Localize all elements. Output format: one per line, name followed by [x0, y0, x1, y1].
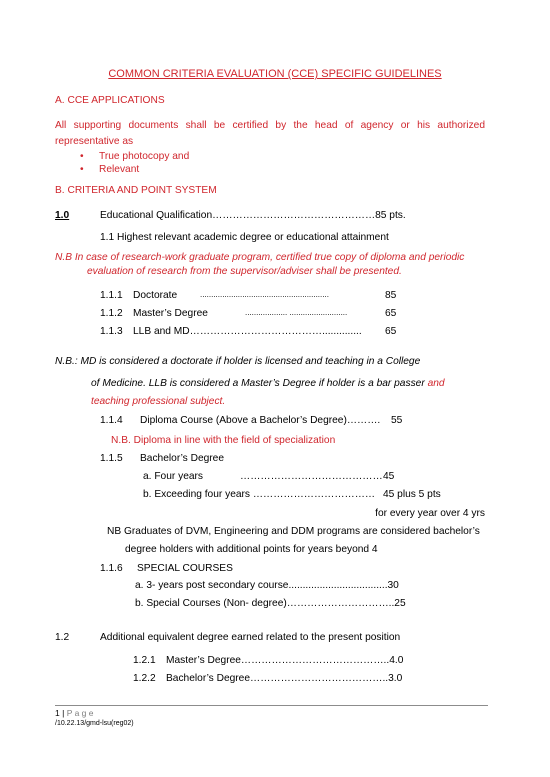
nb-diploma: N.B. Diploma in line with the field of specialization — [111, 435, 336, 446]
bullet-icon: • — [80, 164, 84, 175]
item-1-2-number: 1.2 — [55, 632, 70, 643]
sub-a-dots: …………………………………… — [240, 471, 383, 482]
item-1-1-5-text: Bachelor’s Degree — [140, 453, 225, 464]
row-1-1-1-points: 85 — [385, 290, 397, 301]
row-1-1-2-label: Master’s Degree — [133, 308, 208, 319]
every-year-note: for every year over 4 yrs — [375, 508, 485, 519]
nb-graduates-line2: degree holders with additional points for years beyond 4 — [125, 544, 378, 555]
sub-b-text: b. Exceeding four years ……………………………… — [143, 489, 376, 500]
sub-a-points: 45 — [383, 471, 395, 482]
item-1-2-2-text: Bachelor’s Degree…………………………………..3.0 — [166, 673, 403, 684]
row-1-1-3-label: LLB and MD………………………………….............. — [133, 326, 362, 337]
item-1-1-5-number: 1.1.5 — [100, 453, 123, 464]
page-separator: | — [62, 708, 65, 718]
item-1-1-6-number: 1.1.6 — [100, 563, 123, 574]
item-1-1-4-number: 1.1.4 — [100, 415, 123, 426]
footer-divider — [55, 705, 488, 706]
nb-research-line2: evaluation of research from the supervisor/adviser shall be presented. — [87, 266, 402, 277]
sub-a-text: a. Four years — [143, 471, 204, 482]
page-footer — [55, 708, 94, 718]
nb-md-line2-text: of Medicine. LLB is considered a Master’s Degree if holder is a bar passer — [91, 378, 425, 389]
row-1-1-1-dots: .......................................................... — [200, 290, 329, 299]
section-a-heading: A. CCE APPLICATIONS — [55, 95, 165, 106]
section-a-paragraph-line1: All supporting documents shall be certified by the head of agency or his authorized — [55, 120, 485, 131]
bullet-icon: • — [80, 151, 84, 162]
item-1-1-4-points: 55 — [391, 415, 403, 426]
nb-graduates-line1: NB Graduates of DVM, Engineering and DDM programs are considered bachelor’s — [107, 526, 480, 537]
page-word: P a g e — [66, 708, 94, 718]
row-1-1-1-label: Doctorate — [133, 290, 178, 301]
row-1-1-2-points: 65 — [385, 308, 397, 319]
row-1-1-1-number: 1.1.1 — [100, 290, 123, 301]
item-1-2-1-text: Master’s Degree……………………………………..4.0 — [166, 655, 404, 666]
document-title: COMMON CRITERIA EVALUATION (CCE) SPECIFIC GUIDELINES — [108, 68, 442, 80]
item-1-1-6-text: SPECIAL COURSES — [137, 563, 233, 574]
item-1-2-text: Additional equivalent degree earned related to the present position — [100, 632, 401, 643]
bullet-item-relevant: Relevant — [99, 164, 140, 175]
nb-md-line2 — [91, 378, 445, 390]
row-1-1-2-number: 1.1.2 — [100, 308, 123, 319]
row-1-1-3-points: 65 — [385, 326, 397, 337]
bullet-item-photocopy: True photocopy and — [99, 151, 190, 162]
section-b-heading: B. CRITERIA AND POINT SYSTEM — [55, 185, 217, 196]
nb-md-line2-and: and — [427, 378, 445, 389]
section-a-paragraph-line2: representative as — [55, 136, 134, 147]
row-1-1-2-dots: ................... .......................... — [245, 308, 348, 317]
special-course-b: b. Special Courses (Non- degree)…………………………..25 — [135, 598, 406, 609]
item-1-2-2-number: 1.2.2 — [133, 673, 156, 684]
item-1-1-text: 1.1 Highest relevant academic degree or educational attainment — [100, 232, 389, 243]
page-number: 1 — [55, 708, 60, 718]
nb-md-line3: teaching professional subject. — [91, 396, 226, 407]
document-code: /10.22.13/gmd-lsu(reg02) — [55, 720, 134, 727]
item-1-2-1-number: 1.2.1 — [133, 655, 156, 666]
item-1-0-number: 1.0 — [55, 210, 70, 221]
special-course-a: a. 3- years post secondary course...................................30 — [135, 580, 399, 591]
nb-md-line1: N.B.: MD is considered a doctorate if holder is licensed and teaching in a College — [55, 356, 421, 367]
item-1-1-4-text: Diploma Course (Above a Bachelor’s Degree)………. — [140, 415, 381, 426]
nb-research-line1: N.B In case of research-work graduate program, certified true copy of diploma and periodic — [55, 252, 465, 263]
item-1-0-text: Educational Qualification…………………………………………85 pts. — [100, 210, 406, 221]
row-1-1-3-number: 1.1.3 — [100, 326, 123, 337]
sub-b-points: 45 plus 5 pts — [383, 489, 441, 500]
